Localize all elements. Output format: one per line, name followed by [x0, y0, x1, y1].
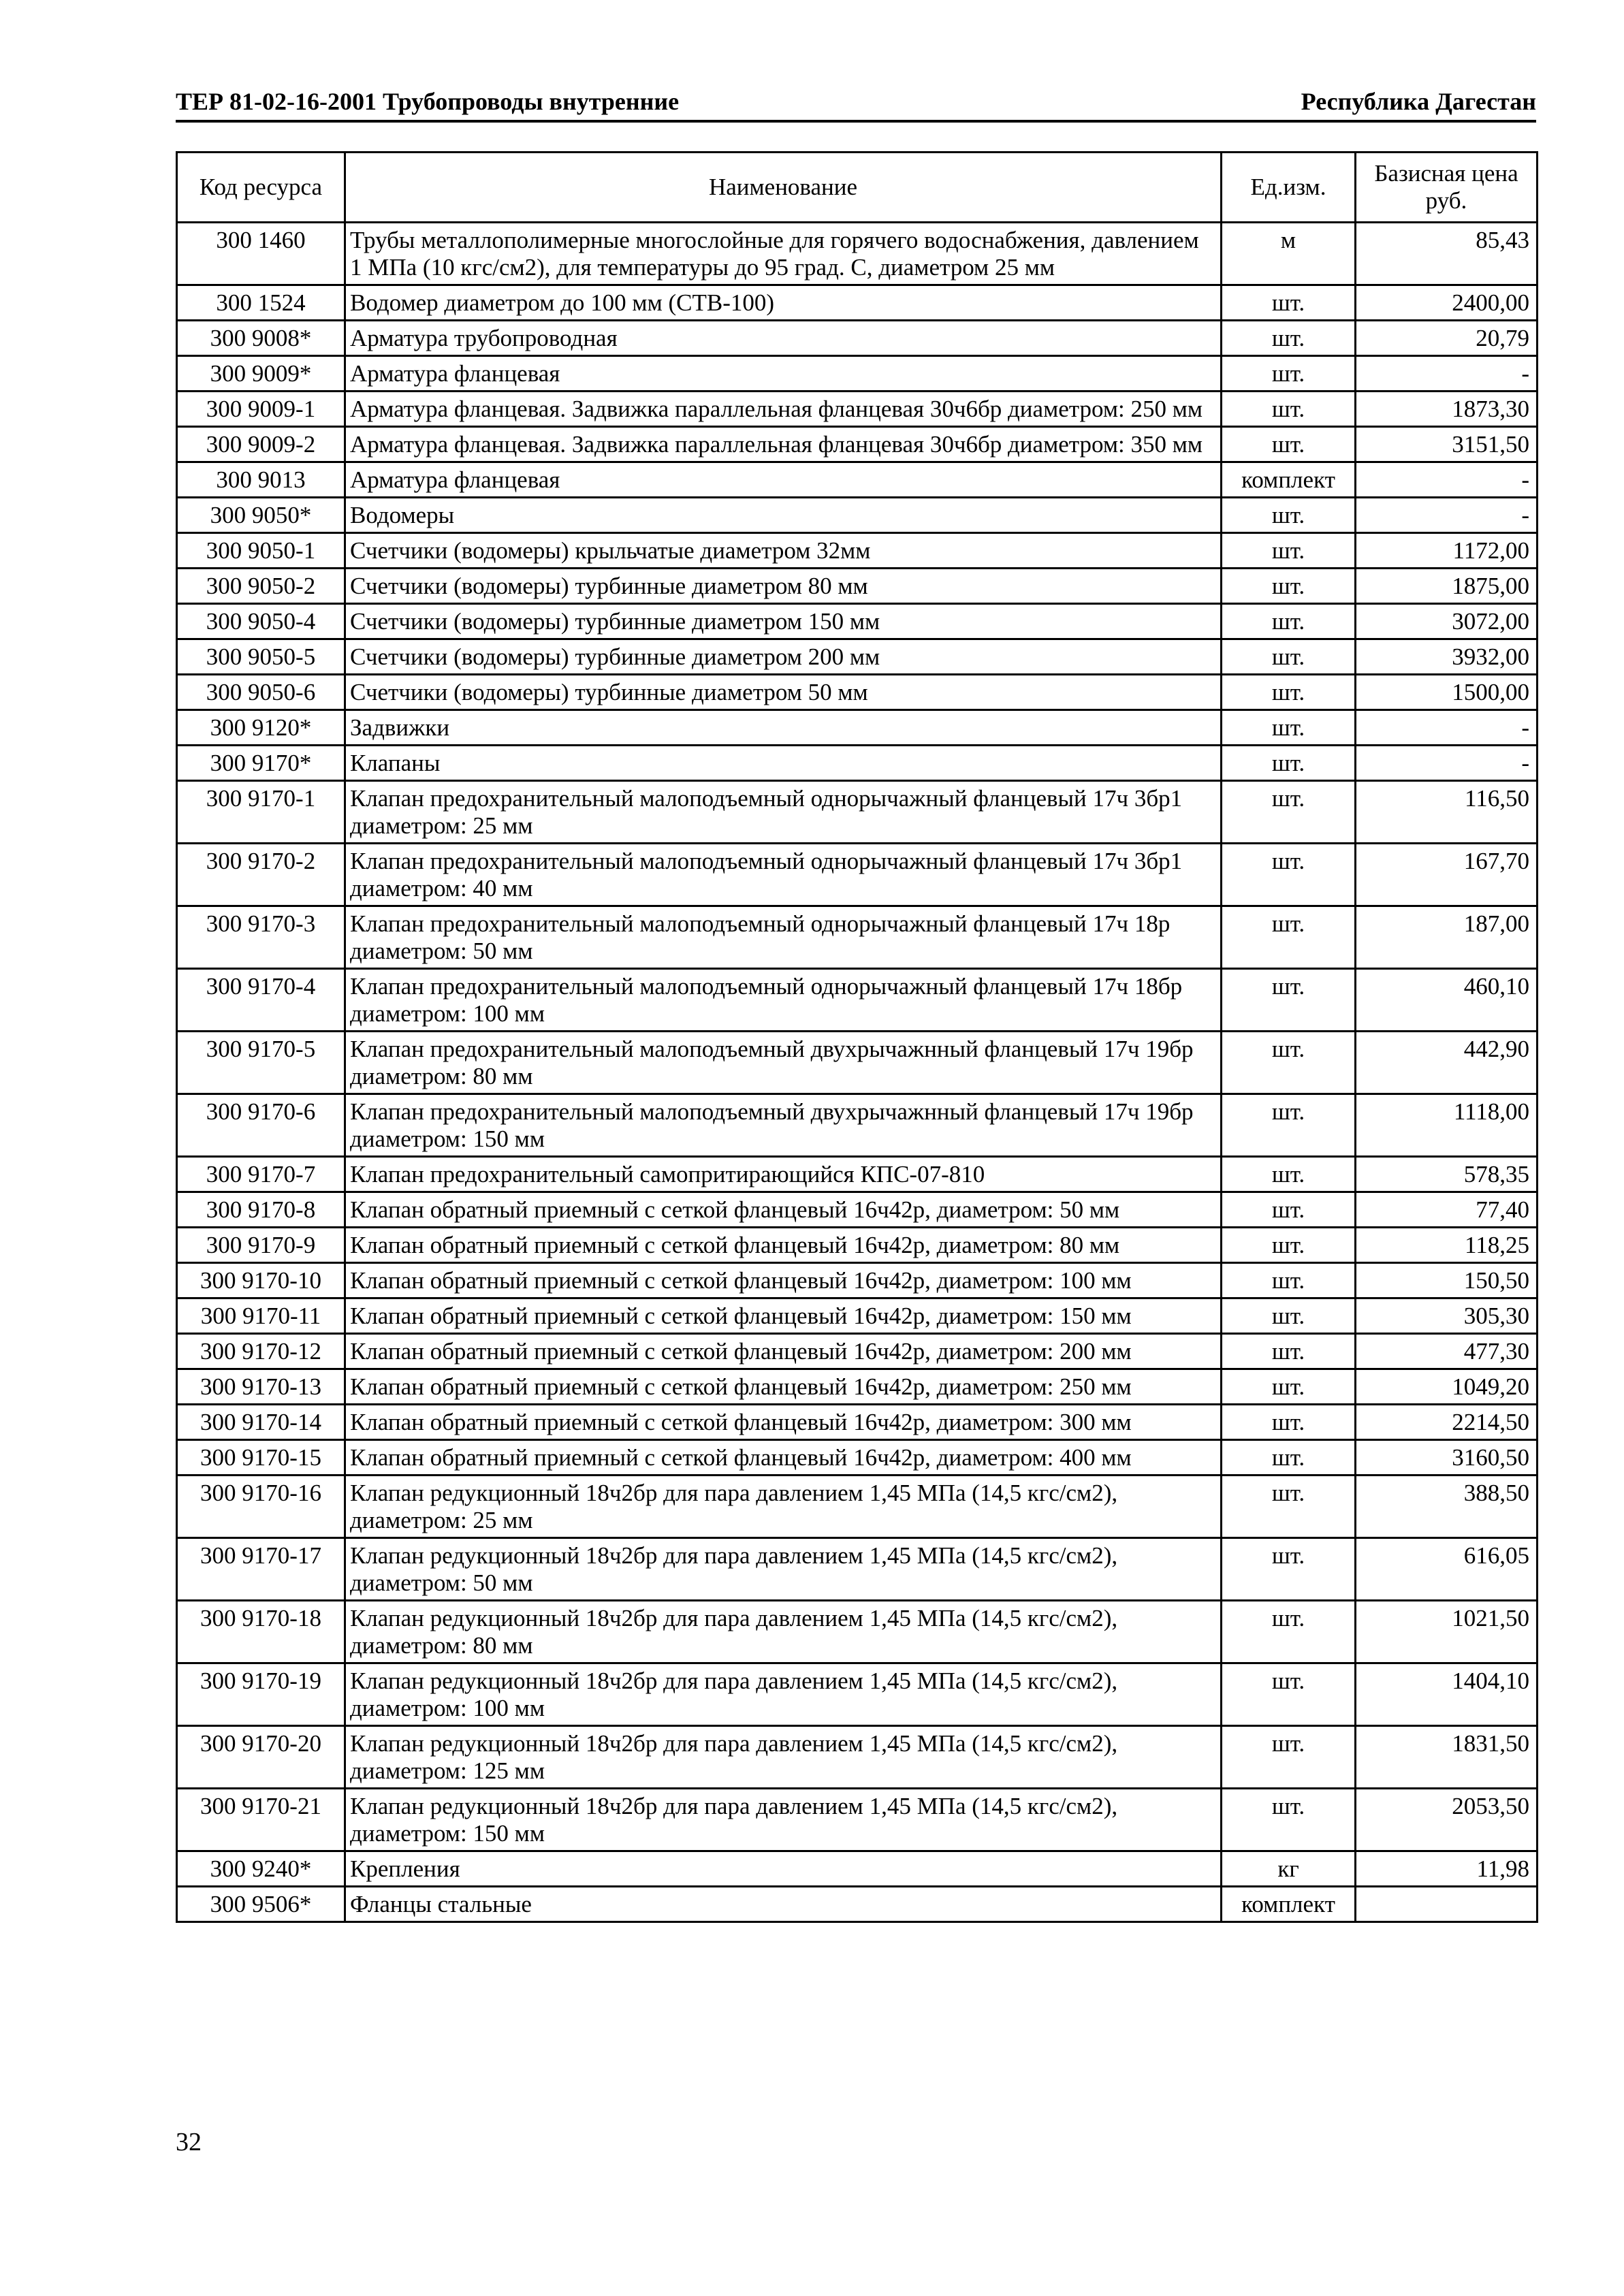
price-cell: 1021,50 [1356, 1601, 1538, 1663]
price-cell: 1831,50 [1356, 1726, 1538, 1789]
price-cell: 118,25 [1356, 1228, 1538, 1263]
table-row [177, 1369, 1538, 1405]
table-row [177, 321, 1538, 356]
resource-name-cell: Счетчики (водомеры) турбинные диаметром 200 мм [345, 639, 1222, 675]
document-title: ТЕР 81-02-16-2001 Трубопроводы внутренние [176, 88, 680, 115]
price-cell: 1049,20 [1356, 1369, 1538, 1405]
table-row [177, 1440, 1538, 1476]
unit-cell: шт. [1222, 1228, 1356, 1263]
unit-cell: шт. [1222, 1663, 1356, 1726]
table-row [177, 1851, 1538, 1887]
resource-name-cell: Арматура фланцевая. Задвижка параллельная фланцевая 30ч6бр диаметром: 250 мм [345, 392, 1222, 427]
unit-cell: шт. [1222, 844, 1356, 906]
unit-cell: шт. [1222, 969, 1356, 1032]
resource-code-cell: 300 1460 [177, 223, 345, 285]
resource-name-cell: Клапан обратный приемный с сеткой фланцевый 16ч42р, диаметром: 100 мм [345, 1263, 1222, 1298]
table-row [177, 392, 1538, 427]
table-row [177, 462, 1538, 498]
resource-name-cell: Арматура фланцевая [345, 462, 1222, 498]
unit-cell: шт. [1222, 1726, 1356, 1789]
resource-code-cell: 300 9008* [177, 321, 345, 356]
resource-code-cell: 300 9170-4 [177, 969, 345, 1032]
resource-code-cell: 300 9050-5 [177, 639, 345, 675]
price-cell: 477,30 [1356, 1334, 1538, 1369]
page-number: 32 [176, 2128, 202, 2156]
resource-name-cell: Клапан редукционный 18ч2бр для пара давлением 1,45 МПа (14,5 кгс/см2), диаметром: 50 мм [345, 1538, 1222, 1601]
resource-name-cell: Клапан редукционный 18ч2бр для пара давлением 1,45 МПа (14,5 кгс/см2), диаметром: 150 мм [345, 1789, 1222, 1851]
unit-cell: шт. [1222, 1192, 1356, 1228]
resource-code-cell: 300 9170-6 [177, 1094, 345, 1157]
resource-name-cell: Арматура трубопроводная [345, 321, 1222, 356]
price-cell: 2400,00 [1356, 285, 1538, 321]
unit-cell: комплект [1222, 1887, 1356, 1922]
resource-name-cell: Клапан предохранительный малоподъемный однорычажный фланцевый 17ч 3бр1 диаметром: 25 мм [345, 781, 1222, 844]
resource-name-cell: Клапан обратный приемный с сеткой фланцевый 16ч42р, диаметром: 50 мм [345, 1192, 1222, 1228]
price-cell: 20,79 [1356, 321, 1538, 356]
table-row [177, 604, 1538, 639]
resource-code-cell: 300 9170-5 [177, 1032, 345, 1094]
resource-code-cell: 300 9170* [177, 746, 345, 781]
resource-code-cell: 300 9170-10 [177, 1263, 345, 1298]
price-cell: - [1356, 462, 1538, 498]
table-row [177, 1263, 1538, 1298]
price-cell: 116,50 [1356, 781, 1538, 844]
price-cell: 167,70 [1356, 844, 1538, 906]
price-cell [1356, 1887, 1538, 1922]
resource-code-cell: 300 9170-3 [177, 906, 345, 969]
unit-cell: шт. [1222, 710, 1356, 746]
resource-name-cell: Фланцы стальные [345, 1887, 1222, 1922]
resource-code-cell: 300 9170-14 [177, 1405, 345, 1440]
unit-cell: шт. [1222, 639, 1356, 675]
resource-code-cell: 300 9170-16 [177, 1476, 345, 1538]
table-row [177, 1405, 1538, 1440]
price-cell: 1118,00 [1356, 1094, 1538, 1157]
resource-code-cell: 300 9170-2 [177, 844, 345, 906]
resource-name-cell: Клапан предохранительный малоподъемный двухрычажнный фланцевый 17ч 19бр диаметром: 80 мм [345, 1032, 1222, 1094]
price-cell: 1875,00 [1356, 569, 1538, 604]
resource-code-cell: 300 9506* [177, 1887, 345, 1922]
resource-code-cell: 300 9170-8 [177, 1192, 345, 1228]
unit-cell: шт. [1222, 1263, 1356, 1298]
resource-code-cell: 300 9170-15 [177, 1440, 345, 1476]
unit-cell: шт. [1222, 569, 1356, 604]
unit-cell: шт. [1222, 356, 1356, 392]
unit-cell: шт. [1222, 498, 1356, 533]
table-header-row [177, 153, 1538, 223]
resource-name-cell: Арматура фланцевая [345, 356, 1222, 392]
table-row [177, 1334, 1538, 1369]
column-header-unit: Ед.изм. [1222, 153, 1356, 223]
price-cell: 3072,00 [1356, 604, 1538, 639]
resource-name-cell: Клапан предохранительный малоподъемный однорычажный фланцевый 17ч 3бр1 диаметром: 40 мм [345, 844, 1222, 906]
table-row [177, 223, 1538, 285]
price-cell: 2053,50 [1356, 1789, 1538, 1851]
resource-name-cell: Счетчики (водомеры) крыльчатые диаметром 32мм [345, 533, 1222, 569]
unit-cell: шт. [1222, 781, 1356, 844]
unit-cell: шт. [1222, 1789, 1356, 1851]
resource-code-cell: 300 9170-17 [177, 1538, 345, 1601]
column-header-code: Код ресурса [177, 153, 345, 223]
table-body [177, 223, 1538, 1922]
price-cell: 85,43 [1356, 223, 1538, 285]
resource-name-cell: Водомеры [345, 498, 1222, 533]
table-row [177, 1157, 1538, 1192]
unit-cell: комплект [1222, 462, 1356, 498]
table-row [177, 969, 1538, 1032]
price-cell: 3932,00 [1356, 639, 1538, 675]
resource-code-cell: 300 9050-6 [177, 675, 345, 710]
resource-name-cell: Задвижки [345, 710, 1222, 746]
price-cell: 1500,00 [1356, 675, 1538, 710]
price-cell: 1172,00 [1356, 533, 1538, 569]
table-row [177, 1192, 1538, 1228]
price-cell: 77,40 [1356, 1192, 1538, 1228]
resource-name-cell: Клапан обратный приемный с сеткой фланцевый 16ч42р, диаметром: 300 мм [345, 1405, 1222, 1440]
table-row [177, 1298, 1538, 1334]
resource-name-cell: Клапан предохранительный малоподъемный двухрычажнный фланцевый 17ч 19бр диаметром: 150 мм [345, 1094, 1222, 1157]
price-cell: 3151,50 [1356, 427, 1538, 462]
unit-cell: шт. [1222, 1298, 1356, 1334]
resource-name-cell: Счетчики (водомеры) турбинные диаметром 150 мм [345, 604, 1222, 639]
unit-cell: шт. [1222, 1440, 1356, 1476]
unit-cell: шт. [1222, 1538, 1356, 1601]
table-row [177, 746, 1538, 781]
price-cell: - [1356, 356, 1538, 392]
table-row [177, 1601, 1538, 1663]
resource-name-cell: Клапан редукционный 18ч2бр для пара давлением 1,45 МПа (14,5 кгс/см2), диаметром: 125 мм [345, 1726, 1222, 1789]
price-cell: 578,35 [1356, 1157, 1538, 1192]
resource-name-cell: Счетчики (водомеры) турбинные диаметром 50 мм [345, 675, 1222, 710]
price-cell: - [1356, 498, 1538, 533]
price-cell: 187,00 [1356, 906, 1538, 969]
unit-cell: кг [1222, 1851, 1356, 1887]
resource-code-cell: 300 9240* [177, 1851, 345, 1887]
unit-cell: шт. [1222, 1476, 1356, 1538]
resource-code-cell: 300 9009* [177, 356, 345, 392]
resource-code-cell: 300 9170-11 [177, 1298, 345, 1334]
table-row [177, 1094, 1538, 1157]
resource-name-cell: Клапан редукционный 18ч2бр для пара давлением 1,45 МПа (14,5 кгс/см2), диаметром: 100 мм [345, 1663, 1222, 1726]
table-row [177, 844, 1538, 906]
table-row [177, 639, 1538, 675]
unit-cell: шт. [1222, 321, 1356, 356]
unit-cell: шт. [1222, 1094, 1356, 1157]
price-cell: 1873,30 [1356, 392, 1538, 427]
resource-code-cell: 300 9013 [177, 462, 345, 498]
table-row [177, 1032, 1538, 1094]
table-row [177, 675, 1538, 710]
unit-cell: шт. [1222, 1334, 1356, 1369]
resource-code-cell: 300 9170-1 [177, 781, 345, 844]
price-cell: 305,30 [1356, 1298, 1538, 1334]
resource-name-cell: Клапан обратный приемный с сеткой фланцевый 16ч42р, диаметром: 80 мм [345, 1228, 1222, 1263]
table-row [177, 356, 1538, 392]
resource-code-cell: 300 9170-9 [177, 1228, 345, 1263]
resource-code-cell: 300 9170-18 [177, 1601, 345, 1663]
resource-name-cell: Водомер диаметром до 100 мм (СТВ-100) [345, 285, 1222, 321]
resource-name-cell: Клапан обратный приемный с сеткой фланцевый 16ч42р, диаметром: 150 мм [345, 1298, 1222, 1334]
unit-cell: шт. [1222, 1369, 1356, 1405]
unit-cell: шт. [1222, 675, 1356, 710]
resource-name-cell: Клапан обратный приемный с сеткой фланцевый 16ч42р, диаметром: 400 мм [345, 1440, 1222, 1476]
resource-code-cell: 300 9050-2 [177, 569, 345, 604]
table-row [177, 533, 1538, 569]
resource-name-cell: Клапан обратный приемный с сеткой фланцевый 16ч42р, диаметром: 200 мм [345, 1334, 1222, 1369]
page-header [176, 86, 1536, 123]
table-row [177, 427, 1538, 462]
resource-name-cell: Клапаны [345, 746, 1222, 781]
resource-code-cell: 300 9009-2 [177, 427, 345, 462]
resource-code-cell: 300 9170-13 [177, 1369, 345, 1405]
resource-name-cell: Клапан редукционный 18ч2бр для пара давлением 1,45 МПа (14,5 кгс/см2), диаметром: 80 мм [345, 1601, 1222, 1663]
resource-code-cell: 300 9170-20 [177, 1726, 345, 1789]
resource-code-cell: 300 9009-1 [177, 392, 345, 427]
table-row [177, 1789, 1538, 1851]
table-row [177, 498, 1538, 533]
resource-code-cell: 300 9170-19 [177, 1663, 345, 1726]
table-row [177, 1476, 1538, 1538]
resource-code-cell: 300 9170-12 [177, 1334, 345, 1369]
resource-table [176, 151, 1538, 1923]
unit-cell: шт. [1222, 1601, 1356, 1663]
unit-cell: шт. [1222, 604, 1356, 639]
price-cell: 11,98 [1356, 1851, 1538, 1887]
unit-cell: шт. [1222, 1032, 1356, 1094]
resource-name-cell: Клапан предохранительный малоподъемный однорычажный фланцевый 17ч 18бр диаметром: 100 мм [345, 969, 1222, 1032]
price-cell: - [1356, 710, 1538, 746]
price-cell: 388,50 [1356, 1476, 1538, 1538]
column-header-price: Базисная цена руб. [1356, 153, 1538, 223]
table-row [177, 569, 1538, 604]
unit-cell: м [1222, 223, 1356, 285]
price-cell: 460,10 [1356, 969, 1538, 1032]
price-cell: 1404,10 [1356, 1663, 1538, 1726]
price-cell: - [1356, 746, 1538, 781]
price-cell: 442,90 [1356, 1032, 1538, 1094]
price-cell: 2214,50 [1356, 1405, 1538, 1440]
resource-name-cell: Трубы металлополимерные многослойные для горячего водоснабжения, давлением 1 МПа (10 кгс/см2), для температуры до 95 град. С, диаметром 25 мм [345, 223, 1222, 285]
unit-cell: шт. [1222, 1157, 1356, 1192]
resource-name-cell: Счетчики (водомеры) турбинные диаметром 80 мм [345, 569, 1222, 604]
resource-code-cell: 300 9050-4 [177, 604, 345, 639]
unit-cell: шт. [1222, 533, 1356, 569]
table-row [177, 781, 1538, 844]
column-header-name: Наименование [345, 153, 1222, 223]
resource-name-cell: Клапан редукционный 18ч2бр для пара давлением 1,45 МПа (14,5 кгс/см2), диаметром: 25 мм [345, 1476, 1222, 1538]
resource-name-cell: Клапан предохранительный малоподъемный однорычажный фланцевый 17ч 18р диаметром: 50 мм [345, 906, 1222, 969]
resource-code-cell: 300 1524 [177, 285, 345, 321]
unit-cell: шт. [1222, 392, 1356, 427]
unit-cell: шт. [1222, 1405, 1356, 1440]
price-cell: 150,50 [1356, 1263, 1538, 1298]
resource-code-cell: 300 9050-1 [177, 533, 345, 569]
resource-code-cell: 300 9170-7 [177, 1157, 345, 1192]
unit-cell: шт. [1222, 906, 1356, 969]
table-row [177, 1726, 1538, 1789]
table-row [177, 1538, 1538, 1601]
price-cell: 3160,50 [1356, 1440, 1538, 1476]
resource-name-cell: Арматура фланцевая. Задвижка параллельная фланцевая 30ч6бр диаметром: 350 мм [345, 427, 1222, 462]
table-row [177, 1228, 1538, 1263]
table-row [177, 906, 1538, 969]
resource-code-cell: 300 9050* [177, 498, 345, 533]
resource-code-cell: 300 9120* [177, 710, 345, 746]
resource-code-cell: 300 9170-21 [177, 1789, 345, 1851]
table-row [177, 710, 1538, 746]
price-cell: 616,05 [1356, 1538, 1538, 1601]
table-row [177, 285, 1538, 321]
unit-cell: шт. [1222, 746, 1356, 781]
resource-name-cell: Крепления [345, 1851, 1222, 1887]
unit-cell: шт. [1222, 285, 1356, 321]
unit-cell: шт. [1222, 427, 1356, 462]
table-row [177, 1887, 1538, 1922]
resource-name-cell: Клапан обратный приемный с сеткой фланцевый 16ч42р, диаметром: 250 мм [345, 1369, 1222, 1405]
resource-name-cell: Клапан предохранительный самопритирающийся КПС-07-810 [345, 1157, 1222, 1192]
table-row [177, 1663, 1538, 1726]
region-name: Республика Дагестан [1301, 88, 1536, 115]
